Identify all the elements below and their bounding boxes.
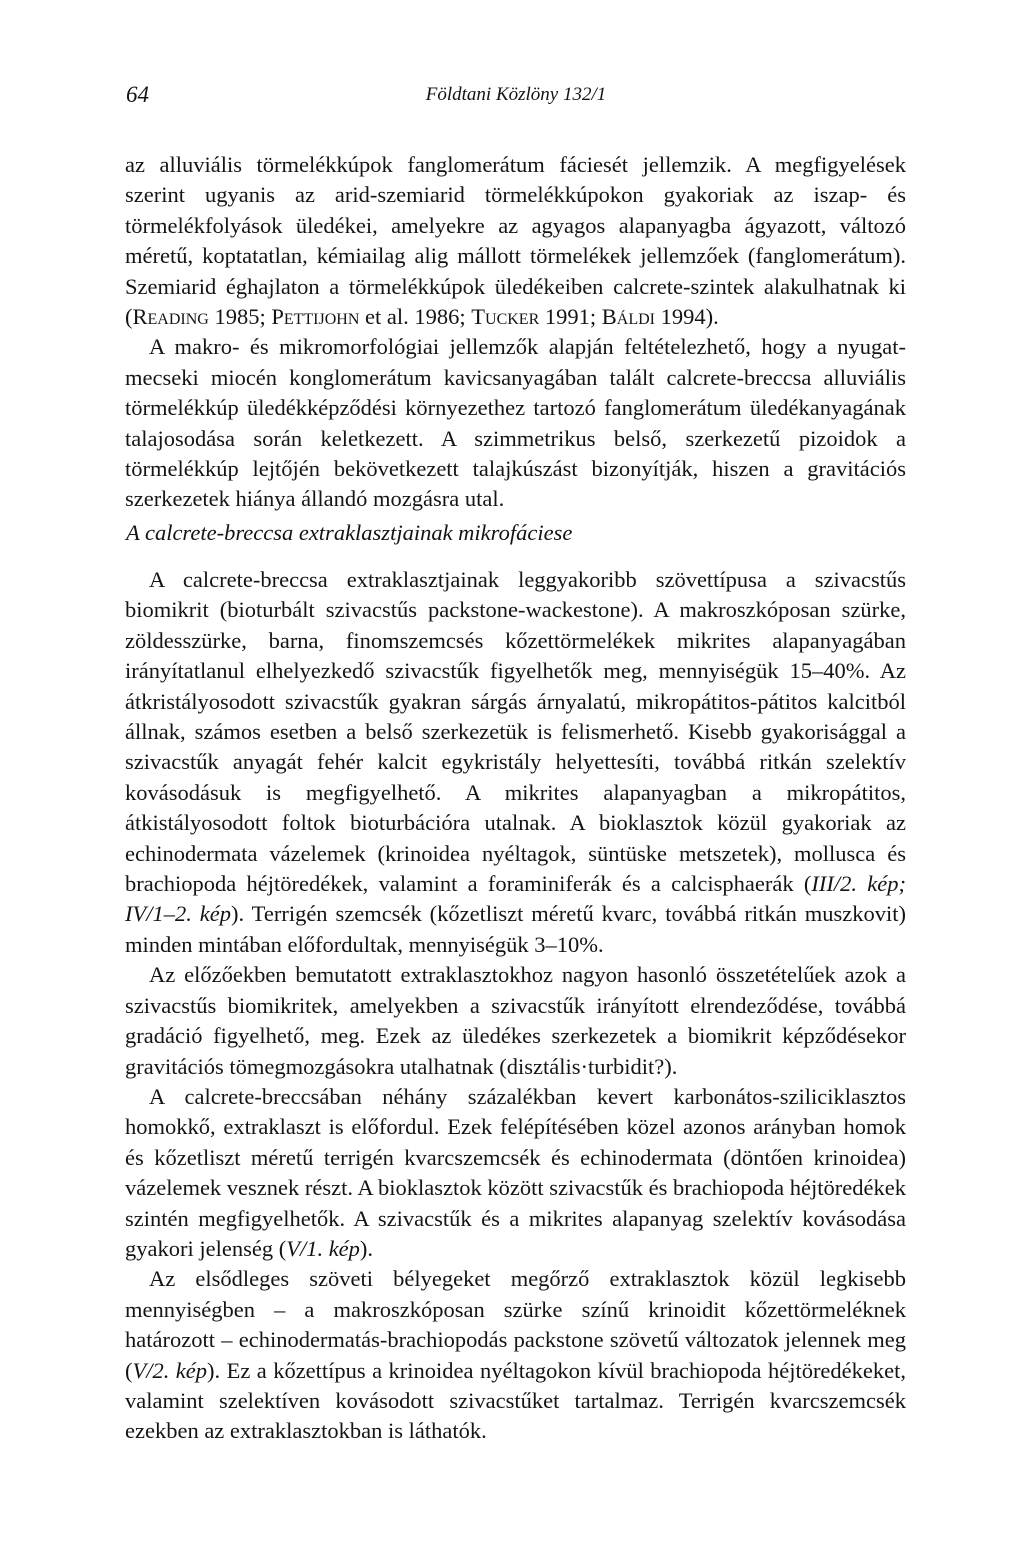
paragraph: A makro- és mikromorfológiai jellemzők alapján feltételezhető, hogy a nyugatmecseki miocén konglomerátum kavicsanyagában talált calcrete-breccsa alluviális törmelékkúp üledékképződési környezethez tartozó fanglomerátum üledékanyagának talajosodása során keletkezett. A szimmetrikus belső, szerkezetű pizoidok a törmelékkúp lejtőjén bekövetkezett talajkúszást bizonyítják, hiszen a gravitációs szerkezetek hiánya állandó mozgásra utal.: [125, 334, 906, 512]
intro-text: [125, 150, 906, 515]
paragraph-text: A calcrete-breccsa extraklasztjainak leggyakoribb szövettípusa a szivacstűs biomikrit (bioturbált szivacstűs packstone-wackestone). A makroszkóposan szürke, zöldesszürke, barna, finomszemcsés kőzettörmelékek mikrites alapanyagában irányítatlanul elhelyezkedő szivacstűk figyelhetők meg, mennyiségük 15–40%. Az átkristályosodott szivacstűk gyakran sárgás árnyalatú, mikropátitos-pátitos kalcitból állnak, számos esetben a belső szerkezetük is felismerhető. Kisebb gyakorisággal a szivacstűk anyagát fehér kalcit egykristály helyettesíti, továbbá ritkán szelektív kovásodásuk is megfigyelhető. A mikrites alapanyagban a mikropátitos, átkistályosodott foltok bioturbációra utalnak. A bioklasztok közül gyakoriak az echinodermata vázelemek (krinoidea nyéltagok, süntüske metszetek), mollusca és brachiopoda héjtöredékek, valamint a foraminiferák és a calcisphaerák (: [125, 567, 906, 897]
paragraph-text: ). Terrigén szemcsék (kőzetliszt méretű kvarc, továbbá ritkán muszkovit) minden mintában előfordultak, mennyiségük 3–10%.: [125, 901, 906, 957]
paragraph: Az előzőekben bemutatott extraklasztokhoz nagyon hasonló összetételűek azok a szivacstűs biomikritek, amelyekben a szivacstűk irányított elrendeződése, továbbá gradáció figyelhető, meg. Ezek az üledékes szerkezetek a biomikrit képződésekor gravitációs tömegmozgásokra utalhatnak (disztális·turbidit?).: [125, 962, 906, 1079]
figure-reference: V/2. kép: [132, 1357, 208, 1383]
paragraph-text: A calcrete-breccsában néhány százalékban kevert karbonátos-sziliciklasztos homokkő, extraklaszt is előfordul. Ezek felépítésében közel azonos arányban homok és kőzetliszt méretű terrigén kvarcszemcsék és echinodermata (döntően krinoidea) vázelemek vesznek részt. A bioklasztok között szivacstűk és brachiopoda héjtöredékek szintén megfigyelhetők. A szivacstűk és a mikrites alapanyag szelektív kovásodása gyakori jelenség (: [125, 1083, 906, 1261]
citation-author: Reading: [132, 304, 209, 330]
figure-reference: III/2. kép; IV/1–2. kép: [125, 871, 907, 927]
paragraph-text: az alluviális törmelékkúpok fanglomerátum fáciesét jellemzik. A megfigyelések szerint ugyanis az arid-szemiarid törmelékkúpokon gyakoriak az iszap- és törmelékfolyások üledékei, amelyekre az agyagos alapanyagba ágyazott, változó méretű, koptatatlan, kémiailag alig mállott törmelékek jellemzőek (fanglomerátum). Szemiarid éghajlaton a törmelékkúpok üledékeiben calcrete-szintek alakulhatnak ki (: [125, 152, 906, 330]
paragraph: [125, 1082, 906, 1264]
citation-year: 1991;: [539, 304, 602, 330]
citation-author: Tucker: [471, 304, 540, 330]
citation-author: Pettijohn: [271, 304, 360, 330]
paragraph: [125, 1264, 906, 1446]
citation-year: 1985;: [208, 304, 272, 330]
paragraph-text: Az elsődleges szöveti bélyegeket megőrző extraklasztok közül legkisebb mennyiségben – a makroszkóposan szürke színű krinoidit kőzettörmeléknek határozott – echinodermatás-brachiopodás packstone szövetű változatok jelennek meg (: [125, 1266, 906, 1383]
section-heading: A calcrete-breccsa extraklasztjainak mikrofáciese: [126, 520, 573, 545]
running-header: [126, 82, 906, 112]
citation-year: et al. 1986;: [359, 304, 472, 330]
section-body: [125, 565, 906, 1447]
citation-author: Báldi: [601, 304, 655, 330]
citation-year: 1994).: [654, 304, 719, 330]
paragraph-text: ).: [359, 1235, 374, 1261]
figure-reference: V/1. kép: [286, 1235, 360, 1261]
page-number: 64: [126, 82, 149, 107]
journal-title: Földtani Közlöny 132/1: [425, 84, 607, 105]
paragraph-text: ). Ez a kőzettípus a krinoidea nyéltagokon kívül brachiopoda héjtöredékeket, valamint szelektíven kovásodott szivacstűket tartalmaz. Terrigén kvarcszemcsék ezekben az extraklasztokban is láthatók.: [125, 1357, 907, 1444]
paragraph-continuation: [125, 150, 906, 332]
paragraph: [125, 565, 906, 960]
